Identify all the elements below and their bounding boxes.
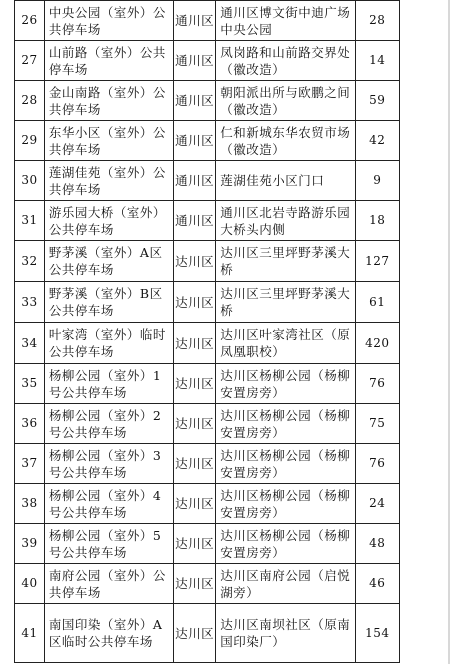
table-row	[15, 241, 400, 282]
row-number: 30	[15, 161, 45, 201]
parking-lot-name: 金山南路（室外）公共停车场	[44, 81, 173, 121]
address: 达川区杨柳公园（杨柳安置房旁）	[216, 364, 355, 404]
parking-lot-name: 东华小区（室外）公共停车场	[44, 121, 173, 161]
row-number: 32	[15, 241, 45, 282]
table-row	[15, 282, 400, 323]
row-number: 41	[15, 604, 45, 663]
parking-lot-name: 中央公园（室外）公共停车场	[44, 1, 173, 41]
parking-lot-name: 杨柳公园（室外）3号公共停车场	[44, 444, 173, 484]
address: 达川区南府公园（启悦湖旁）	[216, 564, 355, 604]
row-number: 33	[15, 282, 45, 323]
space-count: 18	[355, 201, 399, 241]
row-number: 31	[15, 201, 45, 241]
space-count: 9	[355, 161, 399, 201]
space-count: 76	[355, 444, 399, 484]
row-number: 28	[15, 81, 45, 121]
district: 达川区	[173, 484, 215, 524]
parking-lot-table	[14, 0, 400, 663]
address: 达川区南坝社区（原南国印染厂）	[216, 604, 355, 663]
address: 凤岗路和山前路交界处（徽改造）	[216, 41, 355, 81]
table-row	[15, 323, 400, 364]
row-number: 26	[15, 1, 45, 41]
space-count: 24	[355, 484, 399, 524]
space-count: 61	[355, 282, 399, 323]
space-count: 48	[355, 524, 399, 564]
parking-lot-name: 莲湖佳苑（室外）公共停车场	[44, 161, 173, 201]
address: 通川区北岩寺路游乐园大桥头内侧	[216, 201, 355, 241]
table-row	[15, 1, 400, 41]
district: 通川区	[173, 1, 215, 41]
parking-lot-name: 南府公园（室外）公共停车场	[44, 564, 173, 604]
space-count: 14	[355, 41, 399, 81]
parking-lot-name: 杨柳公园（室外）5号公共停车场	[44, 524, 173, 564]
row-number: 37	[15, 444, 45, 484]
address: 达川区杨柳公园（杨柳安置房旁）	[216, 524, 355, 564]
parking-lot-name: 野茅溪（室外）A区公共停车场	[44, 241, 173, 282]
district: 通川区	[173, 81, 215, 121]
table-row	[15, 81, 400, 121]
row-number: 27	[15, 41, 45, 81]
address: 仁和新城东华农贸市场（徽改造）	[216, 121, 355, 161]
row-number: 39	[15, 524, 45, 564]
address: 达川区杨柳公园（杨柳安置房旁）	[216, 404, 355, 444]
address: 达川区三里坪野茅溪大桥	[216, 282, 355, 323]
parking-lot-name: 野茅溪（室外）B区公共停车场	[44, 282, 173, 323]
parking-lot-name: 杨柳公园（室外）4号公共停车场	[44, 484, 173, 524]
space-count: 28	[355, 1, 399, 41]
table-row	[15, 564, 400, 604]
address: 通川区博文街中迪广场中央公园	[216, 1, 355, 41]
row-number: 36	[15, 404, 45, 444]
row-number: 35	[15, 364, 45, 404]
address: 达川区杨柳公园（杨柳安置房旁）	[216, 484, 355, 524]
district: 达川区	[173, 564, 215, 604]
space-count: 420	[355, 323, 399, 364]
parking-lot-name: 叶家湾（室外）临时公共停车场	[44, 323, 173, 364]
district: 达川区	[173, 604, 215, 663]
space-count: 59	[355, 81, 399, 121]
row-number: 29	[15, 121, 45, 161]
district: 达川区	[173, 364, 215, 404]
table-row	[15, 41, 400, 81]
space-count: 42	[355, 121, 399, 161]
space-count: 127	[355, 241, 399, 282]
table-row	[15, 604, 400, 663]
row-number: 38	[15, 484, 45, 524]
table-row	[15, 121, 400, 161]
district: 达川区	[173, 444, 215, 484]
parking-lot-name: 杨柳公园（室外）2号公共停车场	[44, 404, 173, 444]
parking-lot-name: 杨柳公园（室外）1号公共停车场	[44, 364, 173, 404]
address: 朝阳派出所与欧鹏之间（徽改造）	[216, 81, 355, 121]
row-number: 34	[15, 323, 45, 364]
table-body	[15, 1, 400, 663]
table-row	[15, 444, 400, 484]
table-row	[15, 364, 400, 404]
parking-lot-name: 南国印染（室外）A区临时公共停车场	[44, 604, 173, 663]
table-row	[15, 161, 400, 201]
space-count: 75	[355, 404, 399, 444]
address: 达川区三里坪野茅溪大桥	[216, 241, 355, 282]
parking-lot-name: 山前路（室外）公共停车场	[44, 41, 173, 81]
district: 通川区	[173, 201, 215, 241]
district: 通川区	[173, 121, 215, 161]
space-count: 154	[355, 604, 399, 663]
district: 通川区	[173, 161, 215, 201]
table-row	[15, 201, 400, 241]
address: 莲湖佳苑小区门口	[216, 161, 355, 201]
table-row	[15, 484, 400, 524]
table-row	[15, 404, 400, 444]
space-count: 76	[355, 364, 399, 404]
table-row	[15, 524, 400, 564]
parking-lot-name: 游乐园大桥（室外）公共停车场	[44, 201, 173, 241]
row-number: 40	[15, 564, 45, 604]
district: 达川区	[173, 404, 215, 444]
district: 达川区	[173, 323, 215, 364]
address: 达川区杨柳公园（杨柳安置房旁）	[216, 444, 355, 484]
district: 达川区	[173, 282, 215, 323]
district: 达川区	[173, 241, 215, 282]
space-count: 46	[355, 564, 399, 604]
district: 达川区	[173, 524, 215, 564]
district: 通川区	[173, 41, 215, 81]
address: 达川区叶家湾社区（原凤凰职校）	[216, 323, 355, 364]
parking-table-page	[14, 0, 442, 663]
